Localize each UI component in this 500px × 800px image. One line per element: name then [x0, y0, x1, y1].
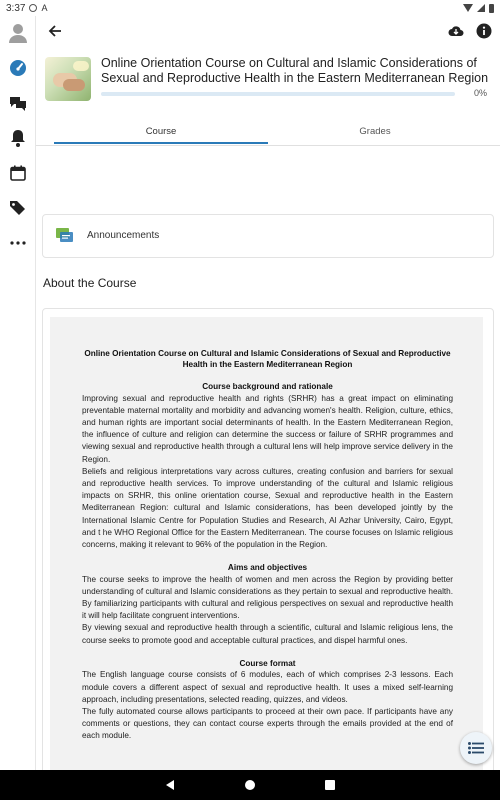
document-title: Online Orientation Course on Cultural and Islamic Considerations of Sexual and Reproductive Health in the Eastern Mediterranean Region [84, 349, 451, 369]
cell-signal-icon [477, 4, 485, 12]
section-paragraph: The course seeks to improve the health of women and men across the Region by providing better understanding of cultural and Islamic considerations as they pertain to sexual and reproductive health. By familiarizing participants with cultural and religious perspectives on sexual and reproductive health it will help facilitate congruent interventions. [82, 574, 453, 621]
nav-back-icon[interactable] [162, 777, 178, 793]
section-paragraph: The English language course consists of 6 modules, each of which comprises 2-3 lessons. Each module covers a different aspect of sexual and reproductive health. It uses a mixed self-learning approach, including presentations, selected reading, quizzes, and videos. [82, 670, 453, 704]
more-icon[interactable] [0, 228, 36, 258]
dashboard-gauge-icon[interactable] [0, 53, 36, 83]
status-bar [0, 0, 500, 16]
status-time: 3:37 [6, 2, 26, 14]
section-paragraph: By viewing sexual and reproductive health through a scientific, cultural and Islamic religious lens, the course seeks to promote good and acceptable cultural practices, and dispel harmful ones. [82, 623, 453, 645]
tags-icon[interactable] [0, 193, 36, 223]
info-icon[interactable] [474, 21, 494, 41]
top-app-bar [36, 16, 500, 46]
system-navigation-bar [0, 770, 500, 800]
section-paragraph: The fully automated course allows participants to proceed at their own pace. If participants have any comments or questions, they can contact course experts through the emails provided at the end of each module. [82, 706, 453, 741]
cloud-download-icon[interactable] [446, 21, 466, 41]
course-progress-bar [101, 92, 455, 96]
course-header [44, 56, 494, 116]
section-paragraph: Improving sexual and reproductive health and rights (SRHR) has a great impact on eliminating preventable maternal mortality and morbidity and advancing women's health. Religion, culture, ethics, and human rights are important social determinants of health. In the Eastern Mediterranean Region, the influence of culture and religion can determine the success or failure of SRHR programmes and viewing sexual and reproductive health through a cultural lens will help improve service delivery in the Region. [82, 393, 453, 464]
calendar-icon[interactable] [0, 158, 36, 188]
messages-icon[interactable] [0, 88, 36, 118]
sync-status-icon [29, 4, 37, 12]
course-summary-card [42, 308, 494, 770]
section-heading: Aims and objectives [227, 563, 308, 573]
battery-icon [489, 4, 494, 13]
main-content [36, 16, 500, 770]
forum-chat-icon [55, 227, 75, 245]
course-thumbnail-image [45, 57, 91, 101]
wifi-icon [463, 4, 473, 12]
back-arrow-icon[interactable] [44, 20, 66, 42]
progress-percent-label: 0% [474, 88, 488, 98]
nav-home-icon[interactable] [242, 777, 258, 793]
notifications-bell-icon[interactable] [0, 123, 36, 153]
user-avatar-icon[interactable] [0, 18, 36, 48]
active-tab-indicator [54, 142, 268, 144]
tab-course[interactable]: Course [145, 125, 177, 137]
list-index-icon [468, 742, 484, 754]
section-paragraph: Beliefs and religious interpretations vary across cultures, creating confusion and barriers for sexual and reproductive health services. To improve understanding of the cultural and Islamic religious impacts on SRHR, this online orientation course, Sexual and reproductive health in the Eastern Mediterranean Region: cultural and Islamic considerations, has been developed jointly by the International Islamic Centre for Population Studies and Research, Al Azhar University, Cairo, Egypt, and t he WHO Regional Office for the Eastern Mediterranean. The course focuses on Islamic religious concerns, making it relevant to 96% of the population in the Region. [82, 466, 453, 549]
tab-grades[interactable]: Grades [359, 125, 391, 137]
about-course-heading: About the Course [43, 276, 137, 290]
navigation-rail [0, 16, 36, 770]
course-index-button[interactable] [460, 732, 492, 764]
announcements-label: Announcements [87, 230, 160, 241]
section-heading: Course format [239, 658, 296, 668]
nav-recents-icon[interactable] [322, 777, 338, 793]
course-title: Online Orientation Course on Cultural and Islamic Considerations of Sexual and Reproductive Health in the Eastern Mediterranean Region [101, 56, 489, 85]
section-heading: Course background and rationale [202, 382, 333, 391]
notification-a-icon: A [41, 3, 48, 13]
course-summary-document [50, 317, 483, 770]
announcements-item[interactable] [42, 214, 494, 258]
